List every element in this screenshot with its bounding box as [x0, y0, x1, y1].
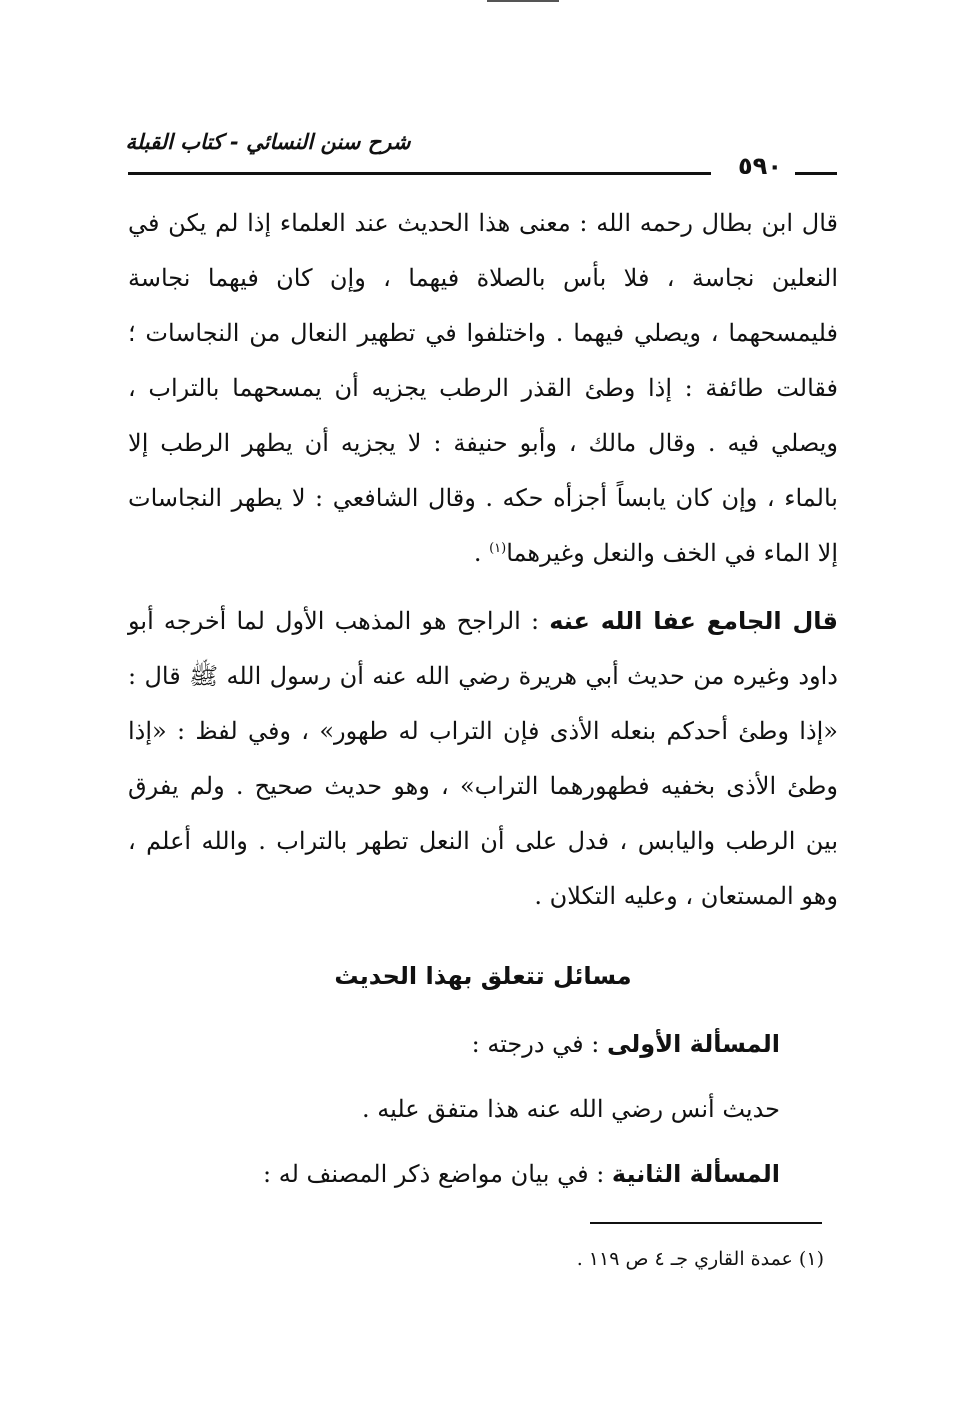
compiler-lead: قال الجامع عفا الله عنه [549, 607, 838, 635]
question-1 [130, 1020, 780, 1068]
question-2 [130, 1150, 780, 1198]
header-dash [795, 172, 837, 175]
footnote-reference: (١) [489, 541, 507, 556]
question-1-text: : في درجته : [471, 1030, 607, 1058]
top-edge-mark [487, 0, 559, 2]
paragraph-ibn-battal [128, 196, 838, 581]
section-heading: مسائل تتعلق بهذا الحديث [334, 962, 632, 990]
question-1-answer: حديث أنس رضي الله عنه هذا متفق عليه . [361, 1095, 780, 1123]
question-2-text: : في بيان مواضع ذكر المصنف له : [263, 1160, 612, 1188]
running-header: شرح سنن النسائي - كتاب القبلة [125, 130, 411, 154]
paragraph-text: قال ابن بطال رحمه الله : معنى هذا الحديث عند العلماء إذا لم يكن في النعلين نجاسة ، فلا بأس بالصلاة فيهما ، وإن كان فيهما نجاسة فليمسحهما ، ويصلي فيهما . واختلفوا في تطهير النعال من النجاسات ؛ فقالت طائفة : إذا وطئ القذر الرطب يجزيه أن يمسحهما بالتراب ، ويصلي فيه . وقال مالك ، وأبو حنيفة : لا يجزيه أن يطهر الرطب إلا بالماء ، وإن كان يابساً أجزأه حكه . وقال الشافعي : لا يطهر النجاسات إلا الماء في الخف والنعل وغيرهما [128, 209, 838, 567]
paragraph-text: : الراجح هو المذهب الأول لما أخرجه أبو داود وغيره من حديث أبي هريرة رضي الله عنه أن رسول الله ﷺ قال : «إذا وطئ أحدكم بنعله الأذى فإن التراب له طهور» ، وفي لفظ : «إذا وطئ الأذى بخفيه فطهورهما التراب» ، وهو حديث صحيح . ولم يفرق بين الرطب واليابس ، فدل على أن النعل تطهر بالتراب . والله أعلم ، وهو المستعان ، وعليه التكلان . [128, 607, 838, 910]
question-2-label: المسألة الثانية [611, 1160, 780, 1188]
header-rule [128, 172, 711, 175]
question-1-label: المسألة الأولى [607, 1030, 780, 1058]
footnote: (١) عمدة القاري جـ ٤ ص ١١٩ . [576, 1248, 824, 1270]
paragraph-end: . [473, 539, 490, 567]
page-number: ٥٩٠ [738, 152, 782, 180]
footnote-rule [590, 1222, 822, 1224]
paragraph-compiler-note [128, 594, 838, 924]
